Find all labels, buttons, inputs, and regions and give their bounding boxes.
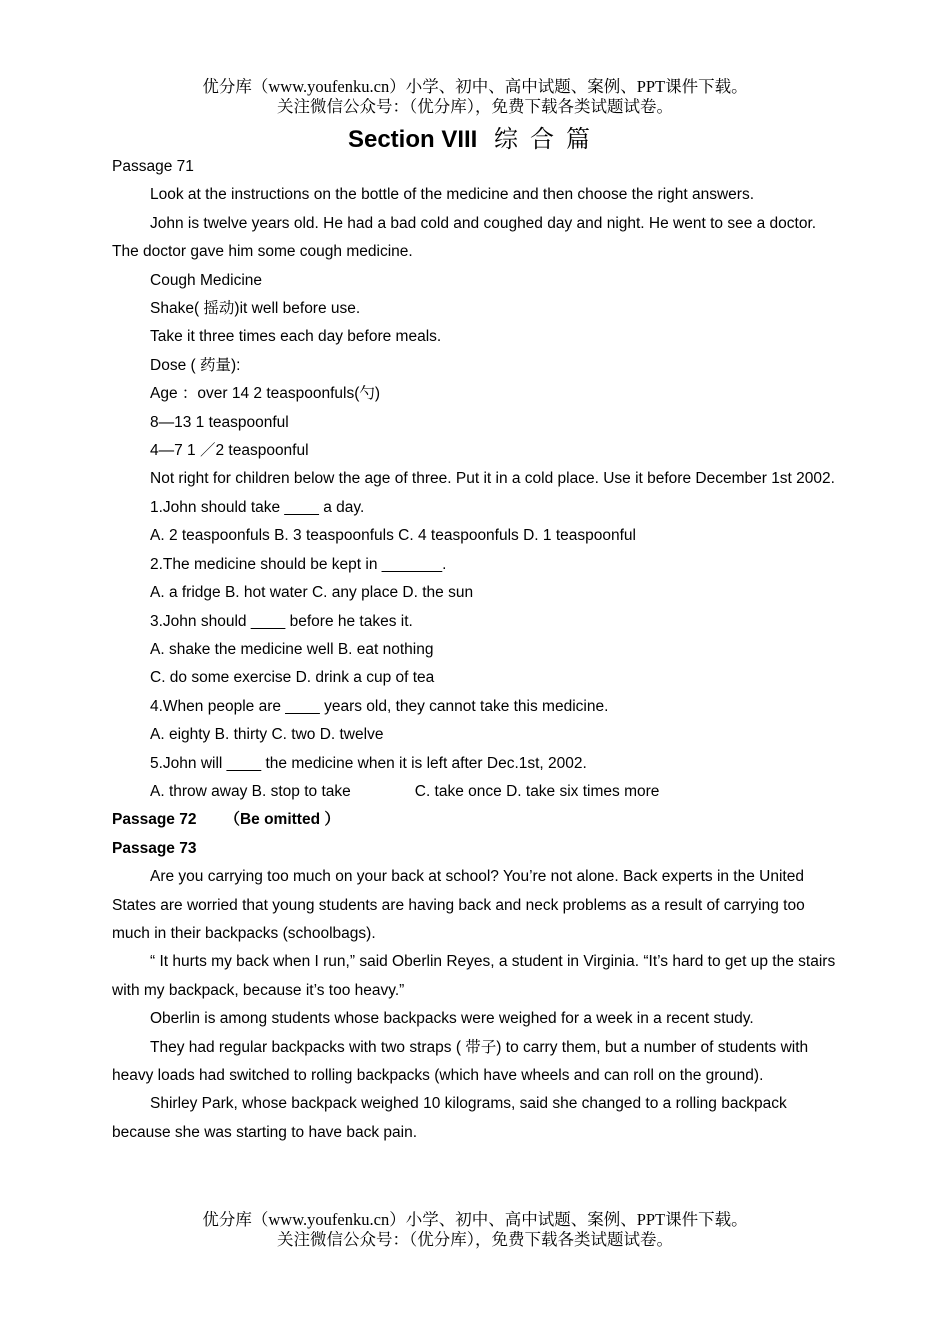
label-warning: Not right for children below the age of three. Put it in a cold place. Use it before December 1st 2002. (150, 470, 835, 488)
section-title-cn: 综合篇 (494, 125, 603, 153)
question-3: 3.John should ____ before he takes it. (150, 612, 413, 630)
instruction-text: Look at the instructions on the bottle of the medicine and then choose the right answers. (150, 186, 755, 204)
label-shake: Shake( 摇动)it well before use. (150, 300, 361, 318)
label-times: Take it three times each day before meals. (150, 328, 442, 346)
question-5-options-a: A. throw away B. stop to take (150, 782, 351, 800)
question-2: 2.The medicine should be kept in _______. (150, 555, 447, 573)
passage-71-heading: Passage 71 (112, 158, 194, 175)
passage-73-paragraph-1: Are you carrying too much on your back at school? You’re not alone. Back experts in the United States are worried that young students are having back and neck problems as a result of carrying too much in their backpacks (schoolbags). (112, 868, 805, 942)
label-name: Cough Medicine (150, 271, 263, 289)
question-4: 4.When people are ____ years old, they cannot take this medicine. (150, 697, 609, 715)
question-2-options: A. a fridge B. hot water C. any place D. the sun (150, 584, 474, 602)
passage-72-heading (112, 806, 838, 834)
question-5-options-b: C. take once D. take six times more (414, 782, 660, 800)
section-title (0, 124, 950, 155)
passage-73-paragraph-4: They had regular backpacks with two straps ( 带子) to carry them, but a number of students with heavy loads had switched to rolling backpacks (which have wheels and can roll on the ground). (112, 1038, 809, 1084)
document-body (112, 153, 838, 1147)
passage-72-note: （Be omitted ） (224, 811, 340, 829)
footer-line-2: 关注微信公众号：（优分库），免费下载各类试题试卷。 (277, 1230, 673, 1249)
header-line-2: 关注微信公众号：（优分库），免费下载各类试题试卷。 (277, 97, 673, 116)
label-age-1: Age ：over 14 2 teaspoonfuls(勺) (150, 385, 381, 403)
question-1-options: A. 2 teaspoonfuls B. 3 teaspoonfuls C. 4 teaspoonfuls D. 1 teaspoonful (150, 527, 636, 545)
section-title-en: Section VIII (347, 126, 478, 153)
question-5-options (112, 778, 838, 806)
story-paragraph: John is twelve years old. He had a bad cold and coughed day and night. He went to see a doctor. The doctor gave him some cough medicine. (112, 214, 817, 261)
page-footer (0, 1210, 950, 1250)
passage-73-heading: Passage 73 (112, 839, 197, 857)
footer-line-1: 优分库（www.youfenku.cn）小学、初中、高中试题、案例、PPT课件下载。 (202, 1210, 748, 1229)
passage-73-paragraph-2: “ It hurts my back when I run,” said Oberlin Reyes, a student in Virginia. “It’s hard to get up the stairs with my backpack, because it’s too heavy.” (112, 953, 836, 999)
header-line-1: 优分库（www.youfenku.cn）小学、初中、高中试题、案例、PPT课件下载。 (202, 77, 748, 96)
passage-73-paragraph-5: Shirley Park, whose backpack weighed 10 kilograms, said she changed to a rolling backpack because she was starting to have back pain. (112, 1095, 787, 1141)
question-4-options: A. eighty B. thirty C. two D. twelve (150, 726, 384, 744)
label-age-2: 8—13 1 teaspoonful (150, 413, 289, 431)
label-dose: Dose ( 药量): (150, 356, 241, 374)
passage-73-paragraph-3: Oberlin is among students whose backpacks were weighed for a week in a recent study. (150, 1010, 754, 1028)
question-1: 1.John should take ____ a day. (150, 498, 365, 516)
page-header (0, 77, 950, 117)
passage-72-title: Passage 72 (112, 811, 197, 829)
question-3-options-2: C. do some exercise D. drink a cup of tea (150, 669, 435, 687)
label-age-3: 4—7 1 ／2 teaspoonful (150, 442, 309, 460)
question-3-options-1: A. shake the medicine well B. eat nothing (150, 640, 434, 658)
question-5: 5.John will ____ the medicine when it is left after Dec.1st, 2002. (150, 754, 587, 772)
